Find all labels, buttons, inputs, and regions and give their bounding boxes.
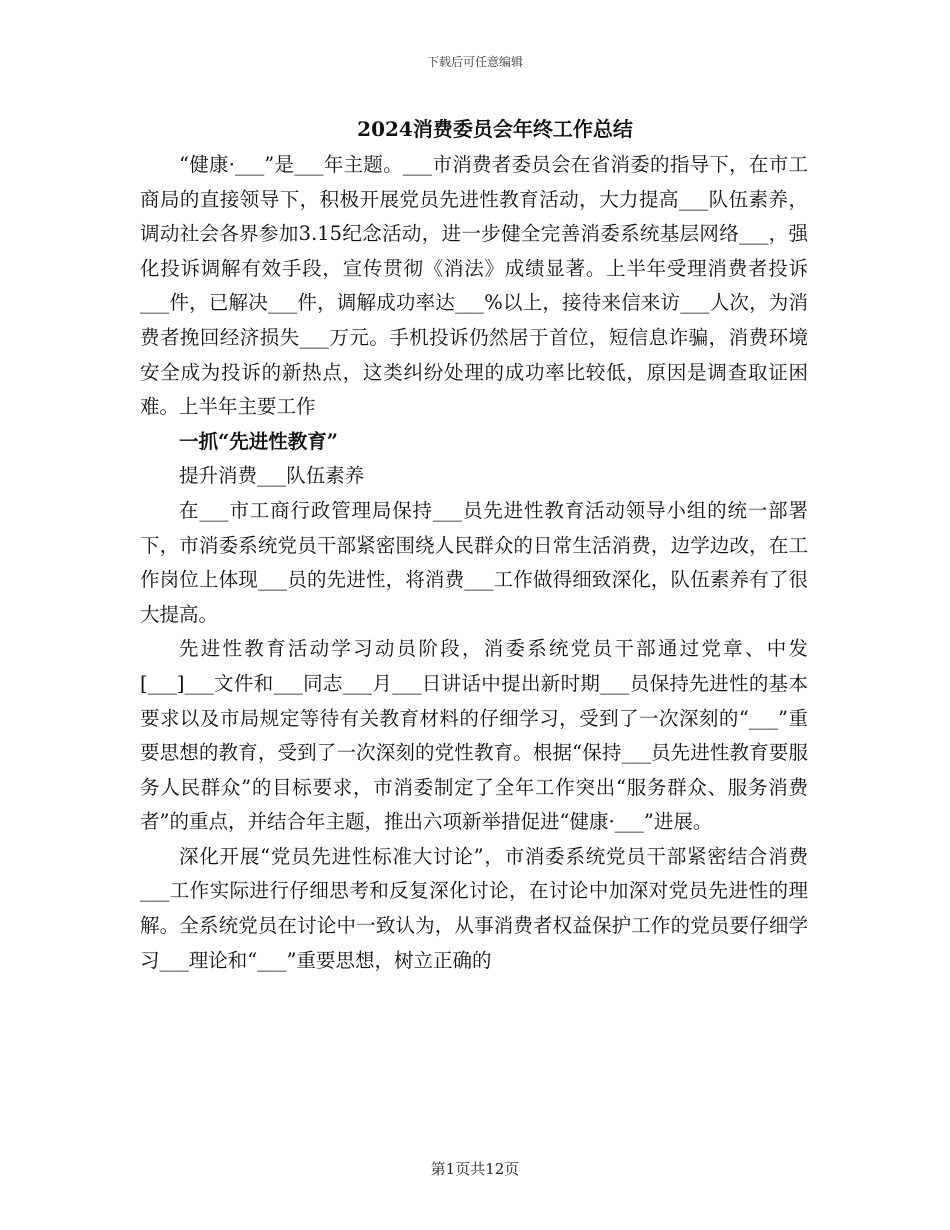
section-subheading: 提升消费___队伍素养 (179, 464, 365, 488)
header-note: 下载后可任意编辑 (426, 55, 523, 69)
paragraph-body: 在___市工商行政管理局保持___员先进性教育活动领导小组的统一部署下，市消委系统党员干部紧密围绕人民群众的日常生活消费，边学边改，在工作岗位上体现___员的先进性，将消费___工作做得细致深化，队伍素养有了很大提高。 (140, 498, 808, 626)
paragraph-body: 深化开展“党员先进性标准大讨论”，市消委系统党员干部紧密结合消费___工作实际进行仔细思考和反复深化讨论，在讨论中加深对党员先进性的理解。全系统党员在讨论中一致认为，从事消费者权益保护工作的党员要仔细学习___理论和“___”重要思想，树立正确的 (140, 844, 808, 972)
document-title: 2024消费委员会年终工作总结 (357, 117, 633, 141)
paragraph-body: 先进性教育活动学习动员阶段，消委系统党员干部通过党章、中发[___]___文件和___同志___月___日讲话中提出新时期___员保持先进性的基本要求以及市局规定等待有关教育材料的仔细学习，受到了一次深刻的“___”重要思想的教育，受到了一次深刻的党性教育。根据“保持___员先进性教育要服务人民群众”的目标要求，市消委制定了全年工作突出“服务群众、服务消费者”的重点，并结合年主题，推出六项新举措促进“健康·___”进展。 (140, 637, 808, 834)
page-number: 第1页共12页 (430, 1160, 520, 1178)
document-body (140, 148, 808, 978)
paragraph-intro: “健康·___”是___年主题。___市消费者委员会在省消委的指导下，在市工商局的直接领导下，积极开展党员先进性教育活动，大力提高___队伍素养，调动社会各界参加3.15纪念活动，进一步健全完善消委系统基层网络___，强化投诉调解有效手段，宣传贯彻《消法》成绩显著。上半年受理消费者投诉___件，已解决___件，调解成功率达___%以上，接待来信来访___人次，为消费者挽回经济损失___万元。手机投诉仍然居于首位，短信息诈骗，消费环境安全成为投诉的新热点，这类纠纷处理的成功率比较低，原因是调查取证困难。上半年主要工作 (140, 153, 808, 419)
section-heading: 一抓“先进性教育” (179, 429, 338, 453)
